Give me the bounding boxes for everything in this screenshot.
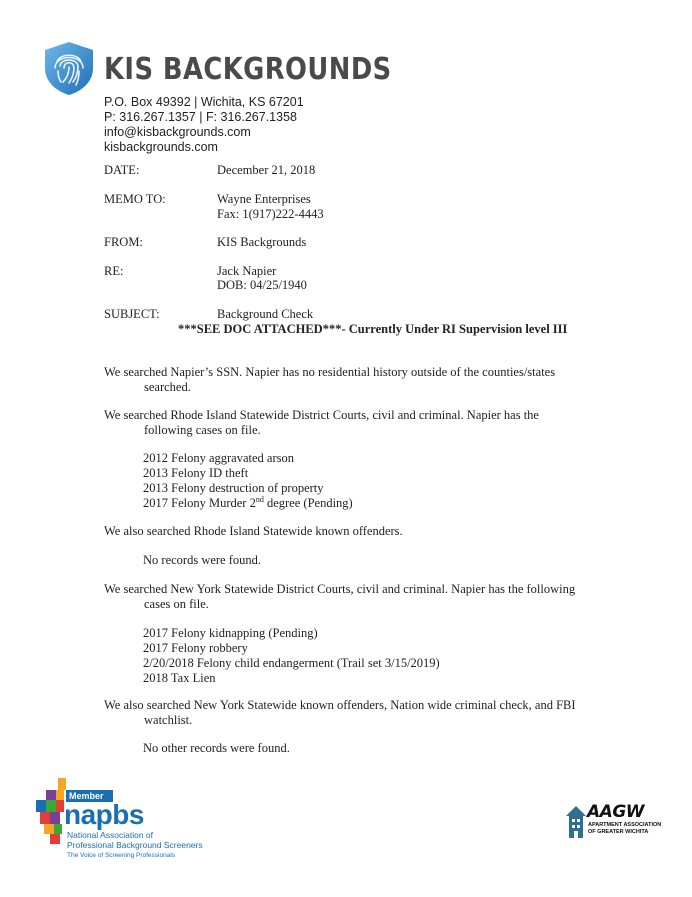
paragraph-ri-courts (104, 408, 594, 438)
fingerprint-shield-icon (42, 40, 96, 96)
re-label: RE: (104, 264, 124, 278)
company-phone-fax: P: 316.267.1357 | F: 316.267.1358 (104, 110, 297, 124)
company-email[interactable]: info@kisbackgrounds.com (104, 125, 251, 139)
ordinal-suffix: nd (255, 494, 264, 504)
list-item: 2/20/2018 Felony child endangerment (Trail set 3/15/2019) (143, 656, 440, 670)
paragraph-ny-courts (104, 582, 594, 612)
memo-to-label: MEMO TO: (104, 192, 166, 206)
subject-note: ***SEE DOC ATTACHED***- Currently Under RI Supervision level III (178, 322, 568, 336)
company-address: P.O. Box 49392 | Wichita, KS 67201 (104, 95, 304, 109)
date-label: DATE: (104, 163, 140, 177)
memo-to-name: Wayne Enterprises (217, 192, 311, 206)
company-website[interactable]: kisbackgrounds.com (104, 140, 218, 154)
paragraph-line: We also searched Rhode Island Statewide known offenders. (104, 524, 403, 538)
list-item: 2017 Felony kidnapping (Pending) (143, 626, 318, 640)
paragraph-line: We searched New York Statewide District Courts, civil and criminal. Napier has the following (104, 582, 576, 596)
subject-value: Background Check (217, 307, 314, 321)
paragraph-line: We searched Napier’s SSN. Napier has no residential history outside of the counties/states (104, 365, 556, 379)
ri-offenders-result (143, 553, 261, 568)
list-item: 2017 Felony robbery (143, 641, 248, 655)
paragraph-ny-offenders (104, 698, 594, 728)
list-item: 2012 Felony aggravated arson (143, 451, 295, 465)
list-item (143, 496, 353, 511)
paragraph-ri-offenders (104, 524, 594, 539)
paragraph-line: We searched Rhode Island Statewide District Courts, civil and criminal. Napier has the (104, 408, 539, 422)
napbs-wordmark: napbs (64, 799, 144, 830)
napbs-tagline: The Voice of Screening Professionals (67, 852, 176, 859)
result-text: No records were found. (143, 553, 262, 567)
aagw-name-line: APARTMENT ASSOCIATION (588, 822, 662, 828)
napbs-name-line: National Association of (67, 830, 153, 840)
napbs-name-line: Professional Background Screeners (67, 839, 203, 850)
paragraph-line: cases on file. (144, 597, 209, 611)
date-value: December 21, 2018 (217, 163, 316, 177)
ny-offenders-result (143, 741, 290, 756)
list-item: 2013 Felony ID theft (143, 466, 249, 480)
paragraph-line: following cases on file. (144, 423, 261, 437)
paragraph-ssn (104, 365, 594, 395)
contact-block (104, 95, 304, 155)
ri-case-list (143, 451, 353, 511)
aagw-full-name (588, 822, 661, 836)
paragraph-line: watchlist. (144, 713, 193, 727)
subject-label: SUBJECT: (104, 307, 160, 321)
memo-to-fax: Fax: 1(917)222-4443 (217, 207, 324, 221)
aagw-name-line: OF GREATER WICHITA (588, 829, 649, 835)
napbs-full-name (67, 831, 203, 850)
paragraph-line: We also searched New York Statewide known offenders, Nation wide criminal check, and FBI (104, 698, 576, 712)
re-name: Jack Napier (217, 264, 277, 278)
napbs-member-badge: Member (66, 790, 113, 802)
from-label: FROM: (104, 235, 143, 249)
list-item: 2018 Tax Lien (143, 671, 216, 685)
paragraph-line: searched. (144, 380, 191, 394)
case-text: 2017 Felony Murder 2 (143, 496, 256, 510)
aagw-wordmark: AAGW (587, 802, 645, 822)
ny-case-list (143, 626, 440, 686)
from-value: KIS Backgrounds (217, 235, 307, 249)
list-item: 2013 Felony destruction of property (143, 481, 324, 495)
re-dob: DOB: 04/25/1940 (217, 278, 307, 292)
case-text: degree (Pending) (263, 496, 353, 510)
company-name: KIS BACKGROUNDS (104, 52, 392, 87)
result-text: No other records were found. (143, 741, 290, 755)
